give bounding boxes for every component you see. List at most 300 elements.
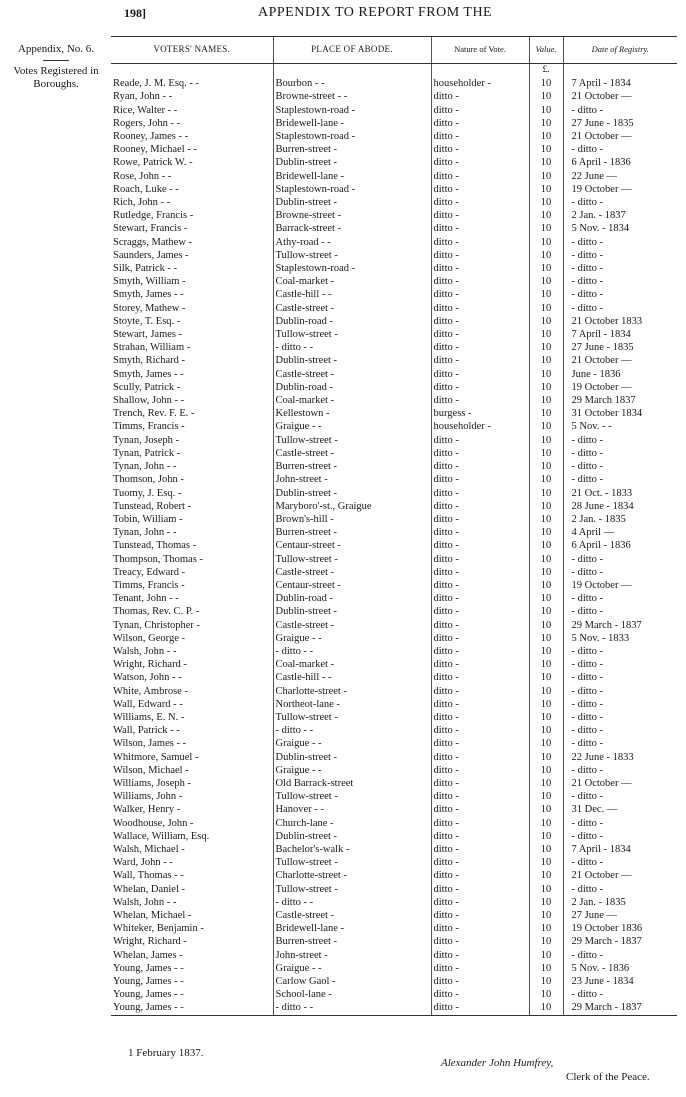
nature-of-vote: ditto - [431, 222, 529, 235]
vote-value: 10 [529, 328, 563, 341]
voter-name: Tenant, John - - [113, 593, 179, 605]
nature-of-vote: ditto - [431, 751, 529, 764]
currency-symbol: £. [529, 64, 563, 78]
nature-of-vote: ditto - [431, 328, 529, 341]
nature-of-vote: ditto - [431, 288, 529, 301]
table-row [111, 883, 677, 896]
nature-of-vote: ditto - [431, 487, 529, 500]
table-row [111, 935, 677, 948]
registry-date: 21 October — [563, 130, 677, 143]
page-title: APPENDIX TO REPORT FROM THE [258, 5, 493, 20]
voter-name: Rowe, Patrick W. - [113, 157, 193, 169]
vote-value: 10 [529, 843, 563, 856]
table-row [111, 420, 677, 433]
voter-name: Tynan, Christopher - [113, 619, 201, 631]
voter-name: Tunstead, Robert - [113, 500, 192, 512]
table-row [111, 354, 677, 367]
registry-date: - ditto - [563, 764, 677, 777]
vote-value: 10 [529, 539, 563, 552]
table-row [111, 619, 677, 632]
voter-name: Tynan, Patrick - [113, 447, 181, 459]
place-of-abode: Castle-street - [273, 619, 431, 632]
nature-of-vote: ditto - [431, 275, 529, 288]
registry-date: - ditto - [563, 658, 677, 671]
vote-value: 10 [529, 645, 563, 658]
place-of-abode: Hanover - - [273, 803, 431, 816]
place-of-abode: Castle-street - [273, 909, 431, 922]
table-row [111, 500, 677, 513]
vote-value: 10 [529, 790, 563, 803]
place-of-abode: Dublin-street - [273, 196, 431, 209]
table-row [111, 922, 677, 935]
vote-value: 10 [529, 77, 563, 90]
registry-date: - ditto - [563, 434, 677, 447]
voter-name: Strahan, William - [113, 342, 191, 354]
registry-date: 29 March 1837 [563, 394, 677, 407]
nature-of-vote: ditto - [431, 843, 529, 856]
registry-date: 27 June — [563, 909, 677, 922]
voter-name: Williams, Joseph - [113, 777, 192, 789]
registry-date: 23 June - 1834 [563, 975, 677, 988]
registry-date: 19 October 1836 [563, 922, 677, 935]
vote-value: 10 [529, 130, 563, 143]
place-of-abode: Castle-street - [273, 368, 431, 381]
registry-date: - ditto - [563, 949, 677, 962]
registry-date: - ditto - [563, 645, 677, 658]
table-row [111, 592, 677, 605]
voter-name: Saunders, James - [113, 249, 189, 261]
registry-date: 5 Nov. - 1833 [563, 632, 677, 645]
vote-value: 10 [529, 407, 563, 420]
registry-date: 2 Jan. - 1835 [563, 513, 677, 526]
table-row [111, 473, 677, 486]
table-row [111, 830, 677, 843]
vote-value: 10 [529, 751, 563, 764]
vote-value: 10 [529, 196, 563, 209]
nature-of-vote: ditto - [431, 170, 529, 183]
voter-name: Rooney, James - - [113, 131, 189, 143]
place-of-abode: Northeot-lane - [273, 698, 431, 711]
table-row [111, 90, 677, 103]
registry-date: 27 June - 1835 [563, 341, 677, 354]
nature-of-vote: ditto - [431, 922, 529, 935]
registry-date: 2 Jan. - 1837 [563, 209, 677, 222]
vote-value: 10 [529, 619, 563, 632]
table-row [111, 645, 677, 658]
registry-date: - ditto - [563, 988, 677, 1001]
voter-name: Reade, J. M. Esq. - - [113, 78, 200, 90]
place-of-abode: - ditto - - [273, 896, 431, 909]
place-of-abode: Brown's-hill - [273, 513, 431, 526]
vote-value: 10 [529, 249, 563, 262]
voter-name: Shallow, John - - [113, 395, 185, 407]
voter-name: Storey, Mathew - [113, 302, 186, 314]
registry-date: - ditto - [563, 262, 677, 275]
voter-name: Young, James - - [113, 962, 184, 974]
voter-name: Walsh, John - - [113, 645, 177, 657]
place-of-abode: Church-lane - [273, 817, 431, 830]
voter-name: Williams, E. N. - [113, 711, 185, 723]
table-row [111, 315, 677, 328]
voter-name: Trench, Rev. F. E. - [113, 408, 195, 420]
table-row [111, 539, 677, 552]
nature-of-vote: householder - [431, 420, 529, 433]
voter-name: Wilson, Michael - [113, 764, 189, 776]
registry-date: - ditto - [563, 698, 677, 711]
registry-date: 31 October 1834 [563, 407, 677, 420]
table-row [111, 526, 677, 539]
vote-value: 10 [529, 156, 563, 169]
vote-value: 10 [529, 869, 563, 882]
table-row [111, 262, 677, 275]
voter-name: Roach, Luke - - [113, 183, 179, 195]
column-header-abode: PLACE OF ABODE. [273, 37, 431, 64]
nature-of-vote: ditto - [431, 737, 529, 750]
registry-date: 28 June - 1834 [563, 500, 677, 513]
vote-value: 10 [529, 209, 563, 222]
voter-name: Whitmore, Samuel - [113, 751, 199, 763]
registry-date: 5 Nov. - 1834 [563, 222, 677, 235]
place-of-abode: John-street - [273, 473, 431, 486]
nature-of-vote: ditto - [431, 117, 529, 130]
table-row [111, 236, 677, 249]
registry-date: 22 June — [563, 170, 677, 183]
nature-of-vote: ditto - [431, 434, 529, 447]
cell-empty [111, 64, 273, 78]
registry-date: 6 April - 1836 [563, 539, 677, 552]
vote-value: 10 [529, 1001, 563, 1015]
vote-value: 10 [529, 658, 563, 671]
place-of-abode: Coal-market - [273, 658, 431, 671]
table-row [111, 434, 677, 447]
place-of-abode: Graigue - - [273, 420, 431, 433]
registry-date: - ditto - [563, 473, 677, 486]
vote-value: 10 [529, 724, 563, 737]
table-row [111, 803, 677, 816]
table-header-row [111, 37, 677, 64]
nature-of-vote: ditto - [431, 790, 529, 803]
nature-of-vote: ditto - [431, 724, 529, 737]
nature-of-vote: ditto - [431, 460, 529, 473]
nature-of-vote: ditto - [431, 500, 529, 513]
voter-name: Walsh, Michael - [113, 843, 185, 855]
place-of-abode: Staplestown-road - [273, 104, 431, 117]
place-of-abode: John-street - [273, 949, 431, 962]
nature-of-vote: ditto - [431, 183, 529, 196]
place-of-abode: Bridewell-lane - [273, 117, 431, 130]
place-of-abode: Tullow-street - [273, 711, 431, 724]
vote-value: 10 [529, 262, 563, 275]
place-of-abode: Dublin-road - [273, 315, 431, 328]
registry-date: 29 March - 1837 [563, 619, 677, 632]
voter-name: Tynan, John - - [113, 527, 177, 539]
vote-value: 10 [529, 988, 563, 1001]
voter-name: Wall, Thomas - - [113, 870, 184, 882]
vote-value: 10 [529, 315, 563, 328]
cell-empty [431, 64, 529, 78]
nature-of-vote: ditto - [431, 632, 529, 645]
nature-of-vote: ditto - [431, 196, 529, 209]
place-of-abode: Castle-hill - - [273, 288, 431, 301]
vote-value: 10 [529, 341, 563, 354]
vote-value: 10 [529, 975, 563, 988]
vote-value: 10 [529, 473, 563, 486]
voter-name: Whiteker, Benjamin - [113, 923, 204, 935]
footer-date: 1 February 1837. [128, 1047, 204, 1059]
place-of-abode: Graigue - - [273, 962, 431, 975]
vote-value: 10 [529, 368, 563, 381]
voter-name: Ward, John - - [113, 857, 173, 869]
voter-name: Wilson, James - - [113, 738, 187, 750]
nature-of-vote: ditto - [431, 394, 529, 407]
place-of-abode: Tullow-street - [273, 883, 431, 896]
nature-of-vote: ditto - [431, 315, 529, 328]
nature-of-vote: ditto - [431, 764, 529, 777]
place-of-abode: - ditto - - [273, 341, 431, 354]
place-of-abode: - ditto - - [273, 724, 431, 737]
vote-value: 10 [529, 104, 563, 117]
nature-of-vote: ditto - [431, 909, 529, 922]
vote-value: 10 [529, 434, 563, 447]
signature: Alexander John Humfrey, [441, 1057, 554, 1069]
voter-name: Young, James - - [113, 976, 184, 988]
vote-value: 10 [529, 513, 563, 526]
vote-value: 10 [529, 949, 563, 962]
nature-of-vote: ditto - [431, 447, 529, 460]
page-number: 198] [124, 6, 146, 20]
voter-name: Wright, Richard - [113, 659, 187, 671]
nature-of-vote: ditto - [431, 130, 529, 143]
place-of-abode: Burren-street - [273, 935, 431, 948]
table-row [111, 183, 677, 196]
registry-date: 31 Dec. — [563, 803, 677, 816]
place-of-abode: Tullow-street - [273, 434, 431, 447]
vote-value: 10 [529, 711, 563, 724]
registry-date: June - 1836 [563, 368, 677, 381]
place-of-abode: Coal-market - [273, 394, 431, 407]
voter-name: Thompson, Thomas - [113, 553, 203, 565]
place-of-abode: Dublin-road - [273, 592, 431, 605]
place-of-abode: Bridewell-lane - [273, 170, 431, 183]
voter-name: Williams, John - [113, 791, 183, 803]
table-row [111, 130, 677, 143]
registry-date: 19 October — [563, 381, 677, 394]
vote-value: 10 [529, 394, 563, 407]
vote-value: 10 [529, 447, 563, 460]
nature-of-vote: ditto - [431, 566, 529, 579]
registry-date: 21 October — [563, 90, 677, 103]
voter-name: Smyth, Richard - [113, 355, 186, 367]
vote-value: 10 [529, 143, 563, 156]
vote-value: 10 [529, 830, 563, 843]
vote-value: 10 [529, 354, 563, 367]
nature-of-vote: ditto - [431, 962, 529, 975]
registry-date: 19 October — [563, 579, 677, 592]
registry-date: 6 April - 1836 [563, 156, 677, 169]
voter-name: Watson, John - - [113, 672, 182, 684]
voter-name: Wilson, George - [113, 632, 185, 644]
registry-date: 21 October — [563, 354, 677, 367]
voter-name: Young, James - - [113, 989, 184, 1001]
vote-value: 10 [529, 685, 563, 698]
voter-name: Wallace, William, Esq. [113, 830, 210, 842]
table-row [111, 962, 677, 975]
place-of-abode: Castle-street - [273, 566, 431, 579]
place-of-abode: Staplestown-road - [273, 262, 431, 275]
vote-value: 10 [529, 500, 563, 513]
table-row [111, 777, 677, 790]
place-of-abode: Charlotte-street - [273, 869, 431, 882]
nature-of-vote: ditto - [431, 605, 529, 618]
nature-of-vote: ditto - [431, 302, 529, 315]
registry-date: 5 Nov. - 1836 [563, 962, 677, 975]
place-of-abode: Barrack-street - [273, 222, 431, 235]
registry-date: - ditto - [563, 856, 677, 869]
place-of-abode: Tullow-street - [273, 856, 431, 869]
vote-value: 10 [529, 803, 563, 816]
table-row [111, 1001, 677, 1015]
voter-name: Wright, Richard - [113, 936, 187, 948]
registry-date: - ditto - [563, 553, 677, 566]
table-row [111, 77, 677, 90]
voter-name: Tunstead, Thomas - [113, 540, 197, 552]
place-of-abode: Carlow Gaol - [273, 975, 431, 988]
place-of-abode: Browne-street - - [273, 90, 431, 103]
registry-date: 7 April - 1834 [563, 843, 677, 856]
registry-date: - ditto - [563, 685, 677, 698]
table-row [111, 553, 677, 566]
table-row [111, 685, 677, 698]
voter-name: Rose, John - - [113, 170, 172, 182]
registry-date: 29 March - 1837 [563, 1001, 677, 1015]
registry-date: - ditto - [563, 275, 677, 288]
nature-of-vote: ditto - [431, 209, 529, 222]
table-row [111, 909, 677, 922]
voter-name: Young, James - - [111, 1001, 273, 1015]
registry-date: - ditto - [563, 790, 677, 803]
vote-value: 10 [529, 883, 563, 896]
table-row [111, 196, 677, 209]
nature-of-vote: ditto - [431, 975, 529, 988]
currency-row [111, 64, 677, 78]
nature-of-vote: ditto - [431, 1001, 529, 1015]
place-of-abode: Dublin-street - [273, 487, 431, 500]
table-row [111, 275, 677, 288]
table-row [111, 170, 677, 183]
place-of-abode: Bachelor's-walk - [273, 843, 431, 856]
vote-value: 10 [529, 566, 563, 579]
nature-of-vote: ditto - [431, 988, 529, 1001]
vote-value: 10 [529, 896, 563, 909]
nature-of-vote: ditto - [431, 896, 529, 909]
vote-value: 10 [529, 460, 563, 473]
registry-date: - ditto - [563, 711, 677, 724]
nature-of-vote: ditto - [431, 526, 529, 539]
place-of-abode: Coal-market - [273, 275, 431, 288]
place-of-abode: Athy-road - - [273, 236, 431, 249]
registry-date: - ditto - [563, 883, 677, 896]
voter-name: Thomson, John - [113, 474, 184, 486]
registry-date: - ditto - [563, 592, 677, 605]
table-row [111, 328, 677, 341]
table-row [111, 579, 677, 592]
vote-value: 10 [529, 962, 563, 975]
nature-of-vote: ditto - [431, 90, 529, 103]
place-of-abode: School-lane - [273, 988, 431, 1001]
registry-date: - ditto - [563, 288, 677, 301]
sidenote [2, 43, 110, 91]
place-of-abode: Graigue - - [273, 737, 431, 750]
table-row [111, 407, 677, 420]
place-of-abode: Kellestown - [273, 407, 431, 420]
nature-of-vote: ditto - [431, 645, 529, 658]
table-row [111, 104, 677, 117]
vote-value: 10 [529, 288, 563, 301]
voter-name: Rice, Walter - - [113, 104, 178, 116]
voter-name: Rich, John - - [113, 197, 171, 209]
vote-value: 10 [529, 117, 563, 130]
vote-value: 10 [529, 698, 563, 711]
voter-name: Rogers, John - - [113, 117, 181, 129]
vote-value: 10 [529, 671, 563, 684]
nature-of-vote: ditto - [431, 579, 529, 592]
table-row [111, 658, 677, 671]
nature-of-vote: ditto - [431, 553, 529, 566]
vote-value: 10 [529, 777, 563, 790]
registry-date: - ditto - [563, 460, 677, 473]
vote-value: 10 [529, 381, 563, 394]
nature-of-vote: ditto - [431, 381, 529, 394]
place-of-abode: Dublin-street - [273, 156, 431, 169]
place-of-abode: Castle-street - [273, 302, 431, 315]
place-of-abode: Staplestown-road - [273, 130, 431, 143]
registry-date: 27 June - 1835 [563, 117, 677, 130]
vote-value: 10 [529, 922, 563, 935]
place-of-abode: Maryboro'-st., Graigue [273, 500, 431, 513]
table-row [111, 288, 677, 301]
nature-of-vote: ditto - [431, 685, 529, 698]
place-of-abode: Centaur-street - [273, 539, 431, 552]
voter-name: Scraggs, Mathew - [113, 236, 193, 248]
voter-name: Woodhouse, John - [113, 817, 194, 829]
voter-name: Walsh, John - - [113, 896, 177, 908]
nature-of-vote: ditto - [431, 354, 529, 367]
vote-value: 10 [529, 737, 563, 750]
vote-value: 10 [529, 487, 563, 500]
table-row [111, 843, 677, 856]
table-row [111, 302, 677, 315]
vote-value: 10 [529, 632, 563, 645]
nature-of-vote: ditto - [431, 539, 529, 552]
voter-name: Scully, Patrick - [113, 381, 181, 393]
table-row [111, 724, 677, 737]
nature-of-vote: ditto - [431, 249, 529, 262]
nature-of-vote: ditto - [431, 341, 529, 354]
nature-of-vote: ditto - [431, 869, 529, 882]
voter-name: Rooney, Michael - - [113, 144, 197, 156]
nature-of-vote: ditto - [431, 949, 529, 962]
nature-of-vote: ditto - [431, 803, 529, 816]
table-row [111, 737, 677, 750]
registry-date: 21 Oct. - 1833 [563, 487, 677, 500]
registry-date: 21 October — [563, 777, 677, 790]
table-row [111, 209, 677, 222]
nature-of-vote: ditto - [431, 513, 529, 526]
table-row [111, 632, 677, 645]
voter-name: Whelan, Michael - [113, 910, 192, 921]
vote-value: 10 [529, 909, 563, 922]
cell-empty [563, 64, 677, 78]
